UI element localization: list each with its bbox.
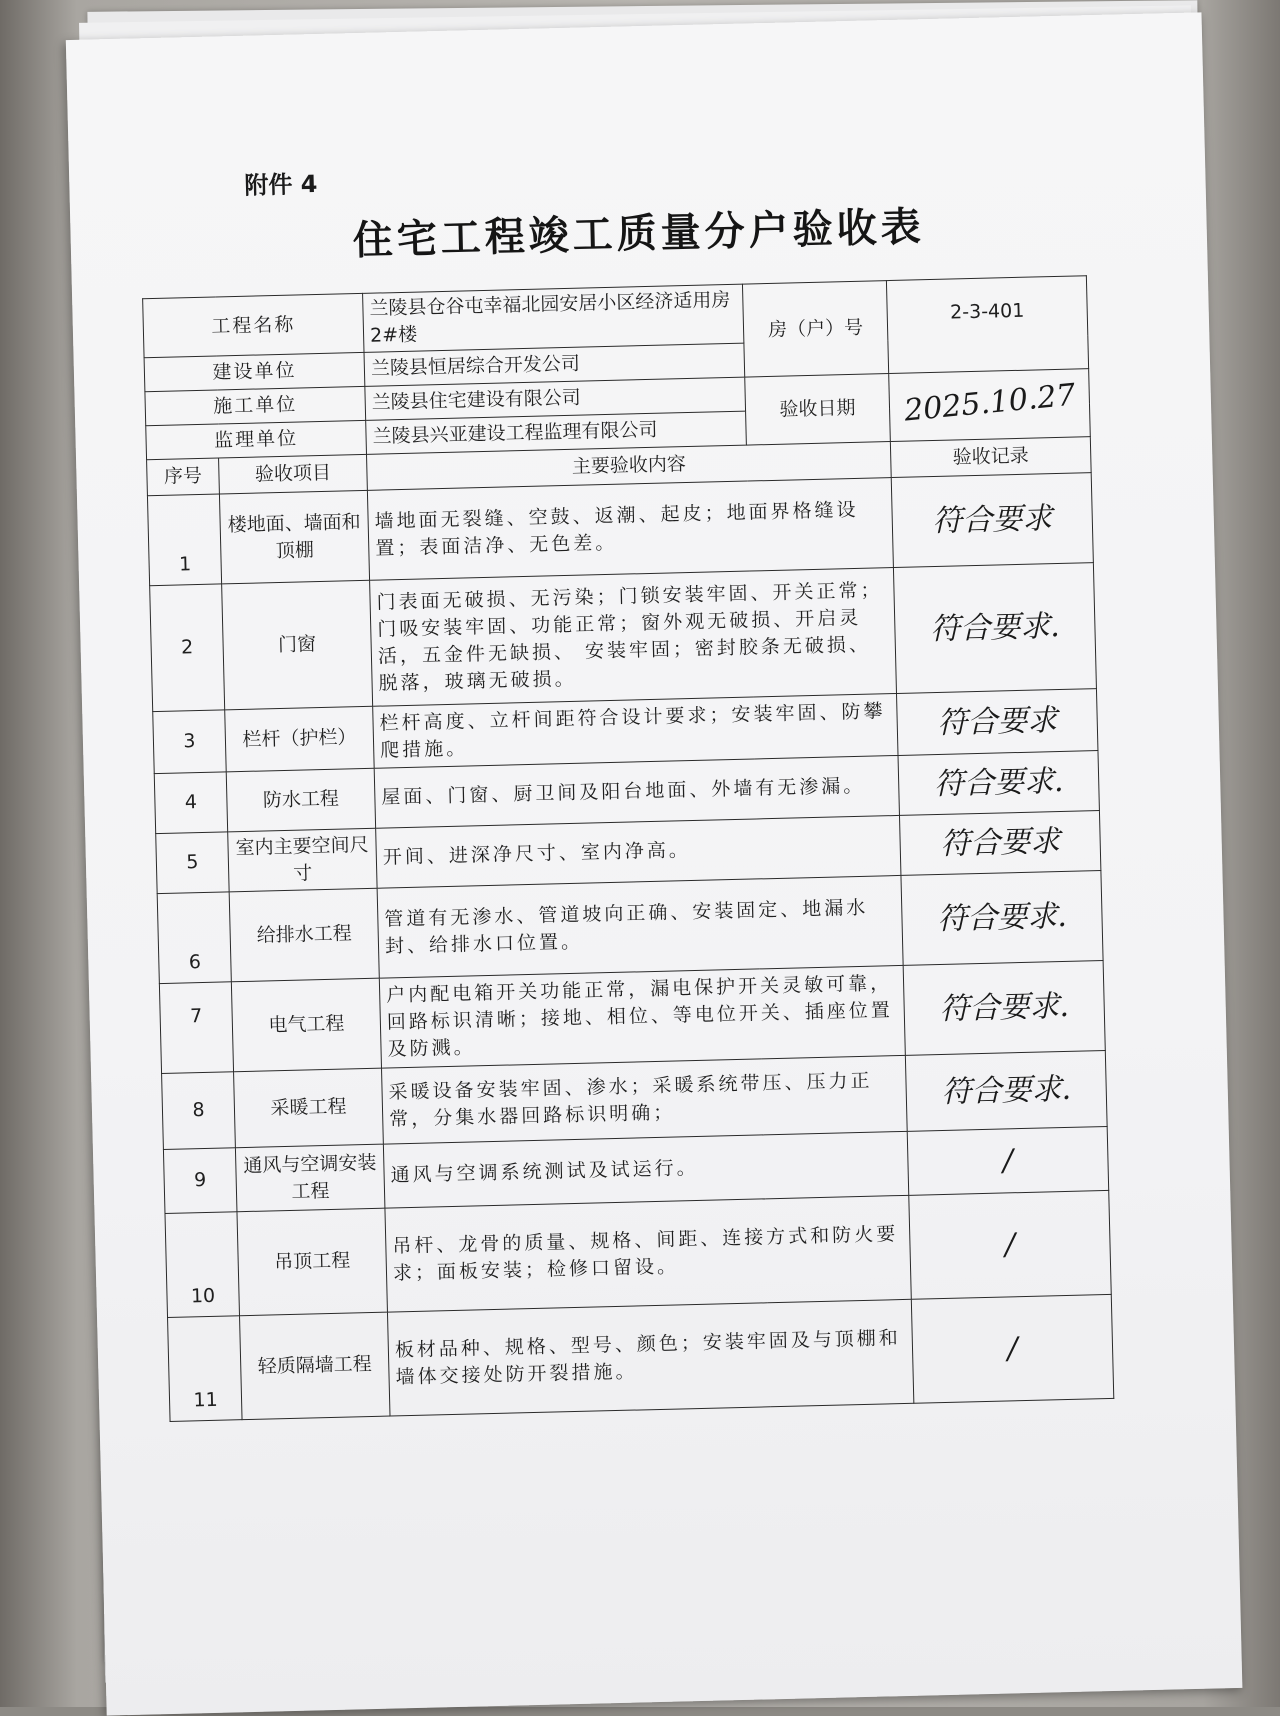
- row-record-handwritten: 符合要求: [897, 689, 1098, 756]
- row-seq: 5: [156, 832, 229, 894]
- date-cell: [889, 369, 1091, 442]
- row-record-handwritten: 符合要求.: [898, 751, 1099, 816]
- row-seq: 7: [159, 982, 233, 1074]
- table-row: [168, 1294, 1114, 1421]
- row-record-handwritten: 符合要求: [899, 811, 1100, 876]
- col-header-content: 主要验收内容: [367, 442, 892, 491]
- col-header-seq: 序号: [147, 458, 220, 496]
- row-content: 吊杆、龙骨的质量、规格、间距、连接方式和防火要求；面板安装；检修口留设。: [385, 1195, 911, 1312]
- row-content: 墙地面无裂缝、空鼓、返潮、起皮；地面界格缝设置；表面洁净、无色差。: [367, 478, 893, 581]
- row-record-handwritten: 符合要求.: [893, 563, 1096, 694]
- row-item: 给排水工程: [229, 888, 379, 982]
- attachment-label: 附件 4: [244, 169, 318, 200]
- supervisor-label: 监理单位: [146, 420, 367, 459]
- row-seq: 11: [168, 1316, 243, 1422]
- contractor-label: 施工单位: [145, 386, 366, 425]
- row-seq: 6: [157, 892, 231, 984]
- document-sheet: [66, 12, 1243, 1715]
- table-row: [150, 563, 1097, 712]
- row-content: 采暖设备安装牢固、渗水；采暖系统带压、压力正常，分集水器回路标识明确；: [382, 1055, 908, 1144]
- row-seq: 2: [150, 584, 225, 712]
- row-seq: 8: [162, 1072, 236, 1150]
- row-record-handwritten: 符合要求.: [905, 1050, 1107, 1131]
- row-content: 栏杆高度、立杆间距符合设计要求；安装牢固、防攀爬措施。: [373, 693, 898, 768]
- row-content: 屋面、门窗、厨卫间及阳台地面、外墙有无渗漏。: [374, 755, 899, 828]
- row-item: 门窗: [222, 580, 373, 710]
- row-item: 室内主要空间尺寸: [228, 828, 377, 892]
- document-title: 住宅工程竣工质量分户验收表: [352, 204, 926, 265]
- acceptance-table: [142, 275, 1114, 1422]
- room-label: 房（户）号: [742, 281, 888, 377]
- acceptance-date: 2025.10.27: [902, 377, 1077, 429]
- row-content: 板材品种、规格、型号、颜色；安装牢固及与顶棚和墙体交接处防开裂措施。: [387, 1299, 913, 1416]
- row-item: 栏杆（护栏）: [225, 706, 374, 772]
- row-record-handwritten: /: [907, 1126, 1109, 1195]
- col-header-item: 验收项目: [219, 454, 368, 494]
- row-content: 管道有无渗水、管道坡向正确、安装固定、地漏水封、给排水口位置。: [377, 875, 903, 978]
- row-record-handwritten: 符合要求.: [901, 871, 1103, 966]
- row-record-handwritten: /: [909, 1190, 1111, 1299]
- project-name-label: 工程名称: [143, 293, 364, 357]
- row-record-handwritten: 符合要求: [891, 473, 1093, 568]
- builder-label: 建设单位: [144, 352, 365, 391]
- row-record-handwritten: 符合要求.: [903, 961, 1105, 1056]
- row-item: 采暖工程: [234, 1068, 384, 1148]
- row-item: 防水工程: [226, 768, 375, 832]
- project-name-value: 兰陵县仓谷屯幸福北园安居小区经济适用房2#楼: [363, 284, 744, 352]
- row-content: 通风与空调系统测试及试运行。: [383, 1131, 908, 1208]
- row-seq: 9: [163, 1148, 237, 1214]
- date-label: 验收日期: [745, 374, 891, 445]
- row-seq: 4: [154, 772, 227, 834]
- row-item: 轻质隔墙工程: [240, 1312, 391, 1420]
- row-seq: 3: [153, 710, 226, 774]
- builder-value: 兰陵县恒居综合开发公司: [364, 343, 745, 386]
- row-content: 开间、进深净尺寸、室内净高。: [376, 815, 901, 888]
- row-item: 吊顶工程: [237, 1208, 388, 1316]
- row-item: 电气工程: [231, 978, 381, 1072]
- row-seq: 10: [165, 1212, 240, 1318]
- row-content: 门表面无破损、无污染；门锁安装牢固、开关正常；门吸安装牢固、功能正常；窗外观无破损、开启灵活，五金件无缺损、 安装牢固；密封胶条无破损、脱落，玻璃无破损。: [370, 568, 897, 707]
- room-value: 2-3-401: [886, 276, 1088, 374]
- row-item: 楼地面、墙面和顶棚: [219, 490, 369, 584]
- row-content: 户内配电箱开关功能正常，漏电保护开关灵敏可靠，回路标识清晰；接地、相位、等电位开关、插座位置及防溅。: [379, 965, 905, 1068]
- contractor-value: 兰陵县住宅建设有限公司: [365, 377, 746, 420]
- row-item: 通风与空调安装工程: [235, 1144, 385, 1212]
- row-seq: 1: [147, 494, 221, 586]
- row-record-handwritten: /: [911, 1294, 1113, 1403]
- col-header-record: 验收记录: [890, 437, 1091, 478]
- supervisor-value: 兰陵县兴亚建设工程监理有限公司: [366, 411, 747, 454]
